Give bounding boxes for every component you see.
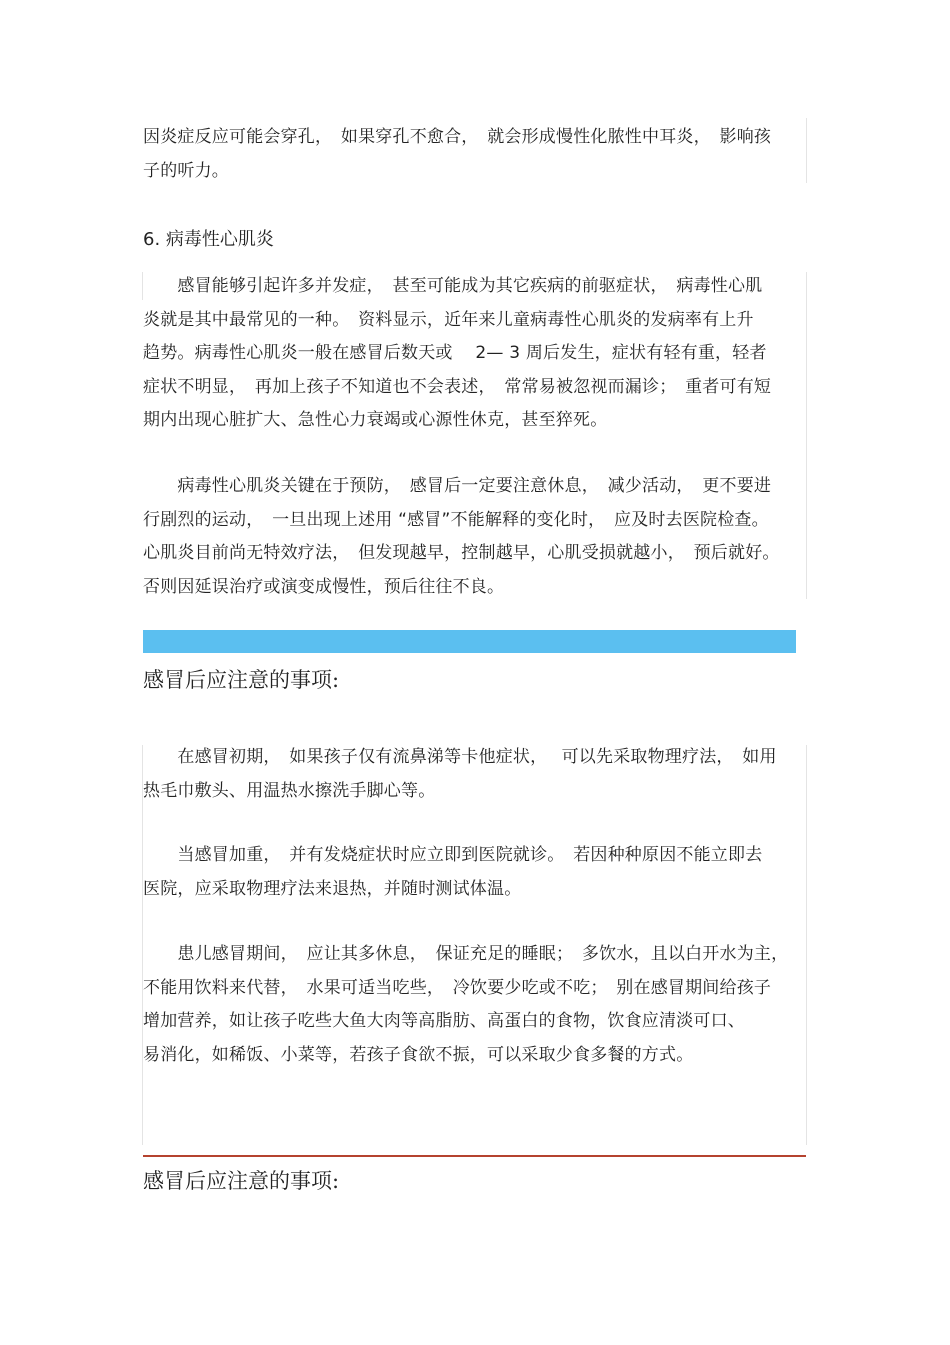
body-line: 增加营养，如让孩子吃些大鱼大肉等高脂肪、高蛋白的食物，饮食应清淡可口、 bbox=[143, 1011, 745, 1031]
body-line: 易消化，如稀饭、小菜等，若孩子食欲不振，可以采取少食多餐的方式。 bbox=[143, 1045, 694, 1065]
body-line: 趋势。病毒性心肌炎一般在感冒后数天或 2— 3 周后发生，症状有轻有重，轻者 bbox=[143, 343, 767, 363]
body-line: 病毒性心肌炎关键在于预防， 感冒后一定要注意休息， 减少活动， 更不要进 bbox=[143, 476, 772, 496]
body-line: 子的听力。 bbox=[143, 161, 229, 181]
body-line: 在感冒初期， 如果孩子仅有流鼻涕等卡他症状， 可以先采取物理疗法， 如用 bbox=[143, 747, 777, 767]
body-line: 不能用饮料来代替， 水果可适当吃些， 冷饮要少吃或不吃； 别在感冒期间给孩子 bbox=[143, 978, 772, 998]
body-line: 心肌炎目前尚无特效疗法， 但发现越早，控制越早，心肌受损就越小， 预后就好。 bbox=[143, 543, 780, 563]
footer-rule bbox=[143, 1155, 806, 1157]
body-line: 症状不明显， 再加上孩子不知道也不会表述， 常常易被忽视而漏诊； 重者可有短 bbox=[143, 377, 772, 397]
cell-border-right bbox=[806, 118, 807, 183]
body-line: 热毛巾敷头、用温热水擦洗手脚心等。 bbox=[143, 781, 436, 801]
section-heading: 6. 病毒性心肌炎 bbox=[143, 229, 274, 250]
body-line: 期内出现心脏扩大、急性心力衰竭或心源性休克，甚至猝死。 bbox=[143, 410, 608, 430]
section-divider-bar bbox=[143, 630, 796, 653]
body-line: 因炎症反应可能会穿孔， 如果穿孔不愈合， 就会形成慢性化脓性中耳炎， 影响孩 bbox=[143, 127, 772, 147]
body-line: 感冒能够引起许多并发症， 甚至可能成为其它疾病的前驱症状， 病毒性心肌 bbox=[143, 276, 763, 296]
section-title: 感冒后应注意的事项: bbox=[143, 668, 340, 692]
footer-title: 感冒后应注意的事项: bbox=[143, 1169, 340, 1193]
cell-border-right bbox=[806, 272, 807, 599]
body-line: 炎就是其中最常见的一种。 资料显示，近年来儿童病毒性心肌炎的发病率有上升 bbox=[143, 310, 754, 330]
body-line: 患儿感冒期间， 应让其多休息， 保证充足的睡眠； 多饮水，且以白开水为主， bbox=[143, 944, 789, 964]
body-line: 否则因延误治疗或演变成慢性，预后往往不良。 bbox=[143, 577, 505, 597]
body-line: 当感冒加重， 并有发烧症状时应立即到医院就诊。 若因种种原因不能立即去 bbox=[143, 845, 763, 865]
body-line: 行剧烈的运动， 一旦出现上述用 “感冒”不能解释的变化时， 应及时去医院检查。 bbox=[143, 510, 769, 530]
cell-border-right bbox=[806, 745, 807, 1145]
body-line: 医院，应采取物理疗法来退热，并随时测试体温。 bbox=[143, 879, 522, 899]
